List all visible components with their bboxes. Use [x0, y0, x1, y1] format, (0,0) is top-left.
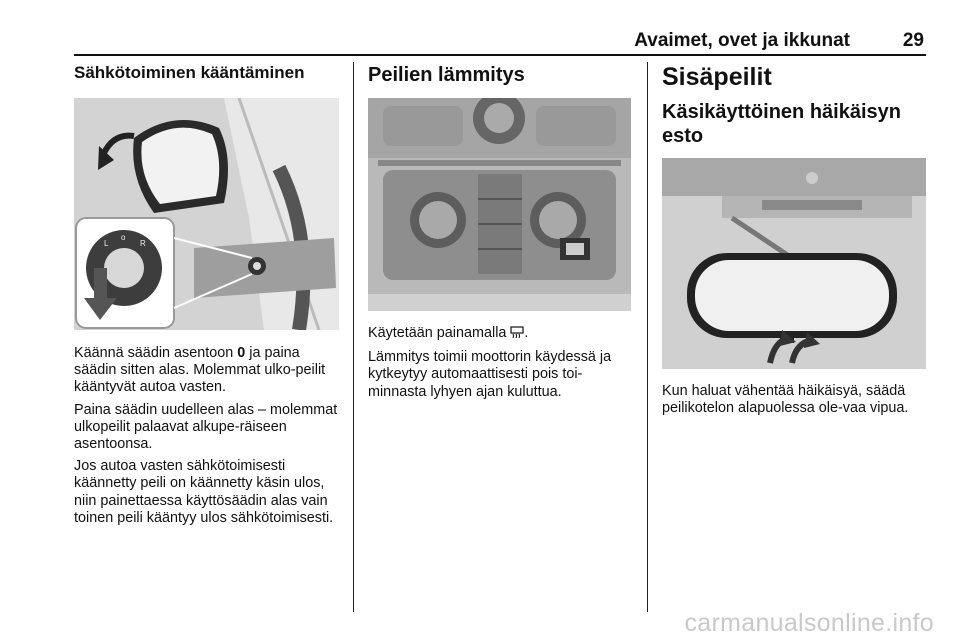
- mirror-heating-icon: [510, 325, 524, 344]
- column-divider-1: [353, 62, 354, 612]
- column-folding: [74, 62, 342, 532]
- column-heating: [368, 62, 634, 406]
- paragraph-folding-1: [74, 345, 342, 397]
- section-heading-heating: Peilien lämmitys: [368, 64, 525, 86]
- rearview-mirror-figure: [662, 158, 926, 369]
- page-header-title: Avaimet, ovet ja ikkunat: [634, 30, 850, 51]
- mirror-folding-figure: [74, 98, 339, 330]
- paragraph-folding-1-end: ja paina säädin sitten alas. Molemmat ulko-peilit kääntyvät autoa vasten.: [74, 345, 326, 396]
- paragraph-folding-3: Jos autoa vasten sähkötoimisesti käännetty peili on käännetty käsin ulos, niin painettaessa käyttösäädin alas vain toinen peili kääntyy ulos sähkötoimisesti.: [74, 458, 334, 526]
- section-heading-interior-mirrors: Sisäpeilit: [662, 63, 772, 91]
- paragraph-folding-2: Paina säädin uudelleen alas – molemmat ulkopeilit palaavat alkupe-räiseen asentoonsa.: [74, 401, 338, 453]
- paragraph-folding-1-start: Käännä säädin asentoon: [74, 345, 238, 361]
- column-interior-mirrors: [662, 62, 926, 422]
- header-rule: [74, 54, 926, 56]
- column-divider-2: [647, 62, 648, 612]
- watermark: carmanualsonline.info: [684, 609, 934, 637]
- figure-label-r: R: [140, 239, 146, 248]
- section-heading-folding: Sähkötoiminen kääntäminen: [74, 63, 305, 82]
- climate-control-figure: [368, 98, 631, 311]
- paragraph-heating-1: [368, 325, 634, 344]
- position-zero-label: 0: [237, 345, 246, 361]
- paragraph-anti-dazzle: Kun haluat vähentää häikäisyä, säädä peilikotelon alapuolessa ole-vaa vipua.: [662, 383, 909, 417]
- subheading-anti-dazzle: Käsikäyttöinen häikäisyn esto: [662, 101, 901, 147]
- paragraph-heating-2: Lämmitys toimii moottorin käydessä ja kytkeytyy automaattisesti pois toi-minnasta lyhyen ajan kuluttua.: [368, 349, 612, 400]
- page-number: 29: [902, 30, 924, 51]
- paragraph-heating-1-start: Käytetään painamalla: [368, 325, 507, 341]
- figure-label-l: L: [104, 239, 109, 248]
- paragraph-heating-1-end: .: [524, 325, 529, 341]
- figure-label-zero: o: [121, 233, 126, 242]
